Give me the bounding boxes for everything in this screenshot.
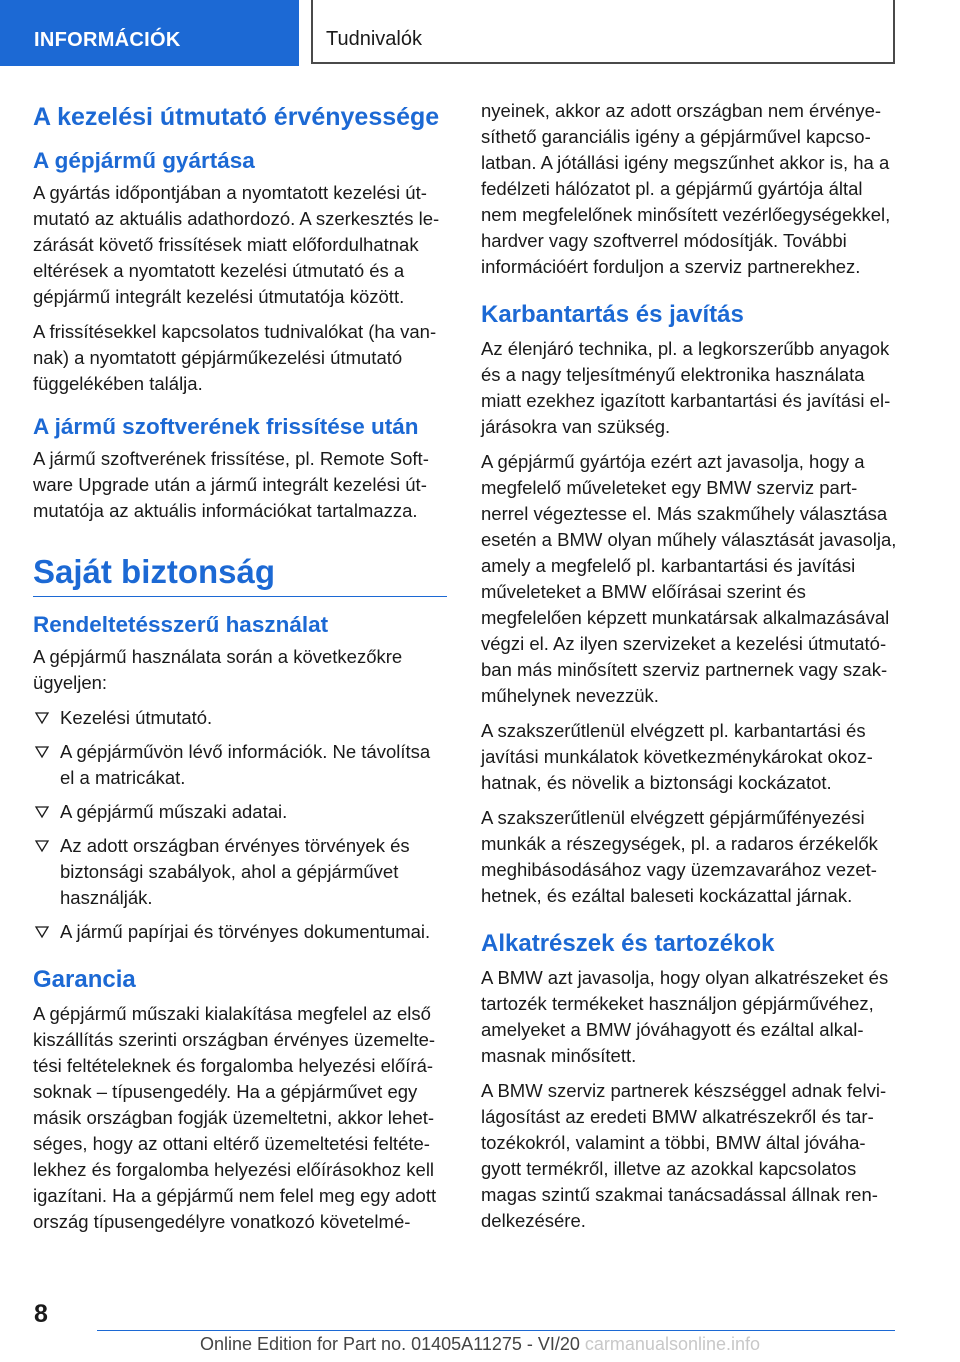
watermark: carmanualsonline.info (584, 1334, 761, 1354)
heading-validity: A kezelési útmutató érvényessége (33, 103, 440, 131)
triangle-bullet-icon (33, 743, 51, 761)
paragraph: A BMW szerviz partnerek készséggel adnak felvilágosítást az eredeti BMW alkatrészekről és tartozékokról, valamint a többi, BMW által jóváhagyott termékről, illetve az azokkal kapcsolatos magas szintű szakmai tanácsadással állnak rendelkezésére. (481, 1080, 887, 1231)
bullet-list (33, 705, 447, 945)
list-item-text: Kezelési útmutató. (60, 707, 213, 728)
list-item (33, 705, 447, 731)
list-item (33, 833, 447, 911)
paragraph: Az élenjáró technika, pl. a legkorszerűbb anyagok és a nagy teljesítményű elektronika használata miatt ezekhez igazított karbantartási és javítási eljárásokra van szükség. (481, 338, 891, 437)
triangle-bullet-icon (33, 803, 51, 821)
chapter-title: Tudnivalók (311, 0, 895, 64)
paragraph: A gépjármű használata során a következőkre ügyeljen: (33, 646, 403, 693)
heading-intended-use: Rendeltetésszerű használat (33, 612, 329, 637)
paragraph: A BMW azt javasolja, hogy olyan alkatrészeket és tartozék termékeket használjon gépjárművéhez, amelyeket a BMW jóváhagyott és ezáltal alkalmasnak minősített. (481, 967, 889, 1066)
list-item (33, 799, 447, 825)
triangle-bullet-icon (33, 923, 51, 941)
edition-text: Online Edition for Part no. 01405A11275 - VI/20 (199, 1334, 580, 1354)
list-item-text: A jármű papírjai és törvényes dokumentumai. (60, 921, 431, 942)
right-column (481, 98, 897, 1243)
heading-software-update: A jármű szoftverének frissítése után (33, 414, 419, 439)
page-number: 8 (34, 1300, 48, 1328)
triangle-bullet-icon (33, 837, 51, 855)
section-tab: INFORMÁCIÓK (0, 0, 299, 66)
paragraph: A gépjármű műszaki kialakítása megfelel az első kiszállítás szerinti országban érvényes üzemeltetési feltételeknek és forgalomba helyezési előírásoknak – típusengedély. Ha a gépjárművet egy másik országban fogják üzemeltetni, akkor lehetséges, hogy az ottani eltérő üzemeltetési feltételekhez és forgalomba helyezési előírásokhoz kell igazítani. Ha a gépjármű nem felel meg egy adott ország típusengedélyre vonatkozó követelmé- (33, 1003, 437, 1232)
heading-parts: Alkatrészek és tartozékok (481, 930, 775, 957)
paragraph: A frissítésekkel kapcsolatos tudnivalókat (ha vannak) a nyomtatott gépjárműkezelési útmutató függelékében találja. (33, 321, 437, 394)
list-item (33, 919, 447, 945)
list-item-text: A gépjármű műszaki adatai. (60, 801, 288, 822)
paragraph: A gépjármű gyártója ezért azt javasolja, hogy a megfelelő műveleteket egy BMW szerviz partnerrel végeztesse el. Más szakműhely választása esetén a BMW olyan műhely választását javasolja, amely a megfelelő pl. karbantartási és javítási műveleteket a BMW előírásai szerint és megfelelően képzett munkatársak alkalmazásával végzi el. Az ilyen szervizeket a kezelési útmutatóban más minősített szerviz partnernek vagy szakműhelynek nevezzük. (481, 451, 897, 706)
list-item-text: A gépjárművön lévő információk. Ne távolítsa el a matricákat. (60, 741, 431, 788)
footer (0, 1334, 960, 1355)
left-column (33, 98, 447, 1244)
heading-warranty: Garancia (33, 966, 136, 993)
paragraph: A gyártás időpontjában a nyomtatott kezelési útmutató az aktuális adathordozó. A szerkesztés lezárását követő frissítések miatt előfordulhatnak eltérések a nyomtatott kezelési útmutató és a gépjármű integrált kezelési útmutatója között. (33, 182, 440, 307)
paragraph: A szakszerűtlenül elvégzett pl. karbantartási és javítási munkálatok következménykárokat okozhatnak, és növelik a biztonsági kockázatot. (481, 720, 873, 793)
footer-divider (97, 1330, 895, 1331)
triangle-bullet-icon (33, 709, 51, 727)
list-item (33, 739, 447, 791)
section-title-safety: Saját biztonság (33, 552, 447, 597)
paragraph: A jármű szoftverének frissítése, pl. Remote Software Upgrade után a jármű integrált kezelési útmutatója az aktuális információkat tartalmazza. (33, 448, 429, 521)
heading-maintenance: Karbantartás és javítás (481, 301, 744, 328)
paragraph: nyeinek, akkor az adott országban nem érvényesíthető garanciális igény a gépjárművel kapcsolatban. A jótállási igény megszűnhet akkor is, ha a fedélzeti hálózatot pl. a gépjármű gyártója által nem megfelelőnek minősített vezérlőegységekkel, hardver vagy szoftverrel módosítják. További információért forduljon a szerviz partnerekhez. (481, 100, 891, 277)
paragraph: A szakszerűtlenül elvégzett gépjárműfényezési munkák a részegységek, pl. a radaros érzékelők meghibásodásához vagy üzemzavarához vezethetnek, és ezáltal baleseti kockázattal járnak. (481, 807, 878, 906)
list-item-text: Az adott országban érvényes törvények és biztonsági szabályok, ahol a gépjárművet használják. (60, 835, 410, 908)
heading-manufacturer: A gépjármű gyártása (33, 148, 255, 173)
